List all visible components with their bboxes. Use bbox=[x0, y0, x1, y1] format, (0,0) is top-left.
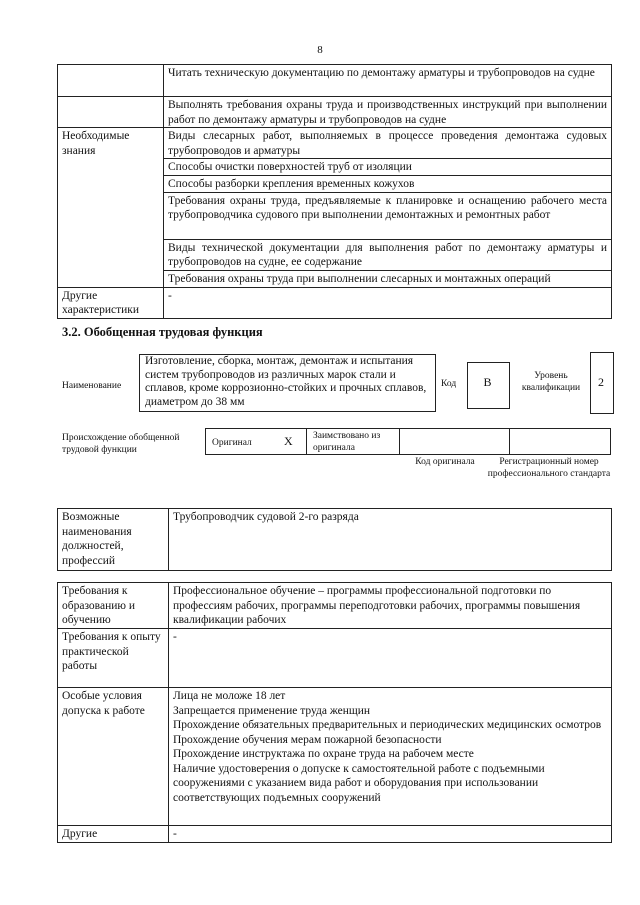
other-value: - bbox=[169, 826, 612, 843]
code-original-caption: Код оригинала bbox=[415, 457, 475, 467]
section-heading: 3.2. Обобщенная трудовая функция bbox=[62, 325, 263, 339]
special-conditions-list bbox=[169, 688, 612, 826]
reg-number-caption: Регистрационный номер профессионального стандарта bbox=[487, 457, 611, 479]
knowledge-item: Способы очистки поверхностей труб от изоляции bbox=[164, 159, 612, 176]
knowledge-item: Виды слесарных работ, выполняемых в процессе проведения демонтажа судовых трубопроводов и арматуры bbox=[164, 128, 612, 159]
level-label: Уровень квалификации bbox=[521, 371, 581, 393]
positions-value: Трубопроводчик судовой 2-го разряда bbox=[169, 509, 612, 571]
origin-table bbox=[205, 428, 611, 455]
skill-item: Читать техническую документацию по демонтажу арматуры и трубопроводов на судне bbox=[164, 65, 612, 97]
skill-item: Выполнять требования охраны труда и производственных инструкций при выполнении работ по демонтажу арматуры и трубопроводов на судне bbox=[164, 97, 612, 128]
special-condition: Наличие удостоверения о допуске к самостоятельной работе с подъемными сооружениями с указанием вида работ и оборудования при использовании соответствующих подъемных сооружений bbox=[173, 762, 545, 804]
education-label: Требования к образованию и обучению bbox=[58, 583, 169, 629]
borrowed-label: Заимствовано из оригинала bbox=[313, 431, 381, 453]
code-label: Код bbox=[441, 379, 457, 389]
special-condition: Прохождение инструктажа по охране труда на рабочем месте bbox=[173, 748, 474, 760]
name-label: Наименование bbox=[62, 381, 122, 391]
other-characteristics-label: Другие характеристики bbox=[58, 287, 164, 318]
special-condition: Прохождение обучения мерам пожарной безопасности bbox=[173, 733, 442, 746]
original-label: Оригинал bbox=[212, 438, 252, 448]
special-condition: Запрещается применение труда женщин bbox=[173, 704, 371, 717]
knowledge-item: Способы разборки крепления временных кожухов bbox=[164, 175, 612, 192]
special-conditions-label: Особые условия допуска к работе bbox=[58, 688, 169, 826]
positions-table bbox=[57, 508, 612, 571]
origin-label: Происхождение обобщенной трудовой функции bbox=[62, 433, 180, 455]
requirements-table bbox=[57, 582, 612, 843]
knowledge-item: Виды технической документации для выполнения работ по демонтажу арматуры и трубопроводов на судне, ее содержание bbox=[164, 239, 612, 270]
other-characteristics-value: - bbox=[164, 287, 612, 318]
level-value: 2 bbox=[598, 375, 604, 389]
other-label: Другие bbox=[58, 826, 169, 843]
knowledge-item: Требования охраны труда, предъявляемые к планировке и оснащению рабочего места трубопроводчика судового при выполнении демонтажных и ремонтных работ bbox=[164, 192, 612, 239]
page-number: 8 bbox=[317, 44, 323, 56]
experience-label: Требования к опыту практической работы bbox=[58, 629, 169, 688]
special-condition: Прохождение обязательных предварительных и периодических медицинских осмотров bbox=[173, 719, 602, 731]
original-mark: X bbox=[284, 434, 293, 448]
name-value: Изготовление, сборка, монтаж, демонтаж и испытания систем трубопроводов из различных марок стали и сплавов, кроме коррозионно-стойких и прочных сплавов, диаметром до 38 мм bbox=[145, 355, 427, 408]
positions-label: Возможные наименования должностей, профессий bbox=[58, 509, 169, 571]
code-value: B bbox=[483, 375, 492, 389]
knowledge-item: Требования охраны труда при выполнении слесарных и монтажных операций bbox=[164, 270, 612, 287]
education-value: Профессиональное обучение – программы профессиональной подготовки по профессиям рабочих, программы переподготовки рабочих, программы повышения квалификации рабочих bbox=[169, 583, 612, 629]
special-condition: Лица не моложе 18 лет bbox=[173, 690, 286, 702]
experience-value: - bbox=[169, 629, 612, 688]
knowledge-table bbox=[57, 64, 612, 319]
knowledge-label: Необходимые знания bbox=[58, 128, 164, 288]
